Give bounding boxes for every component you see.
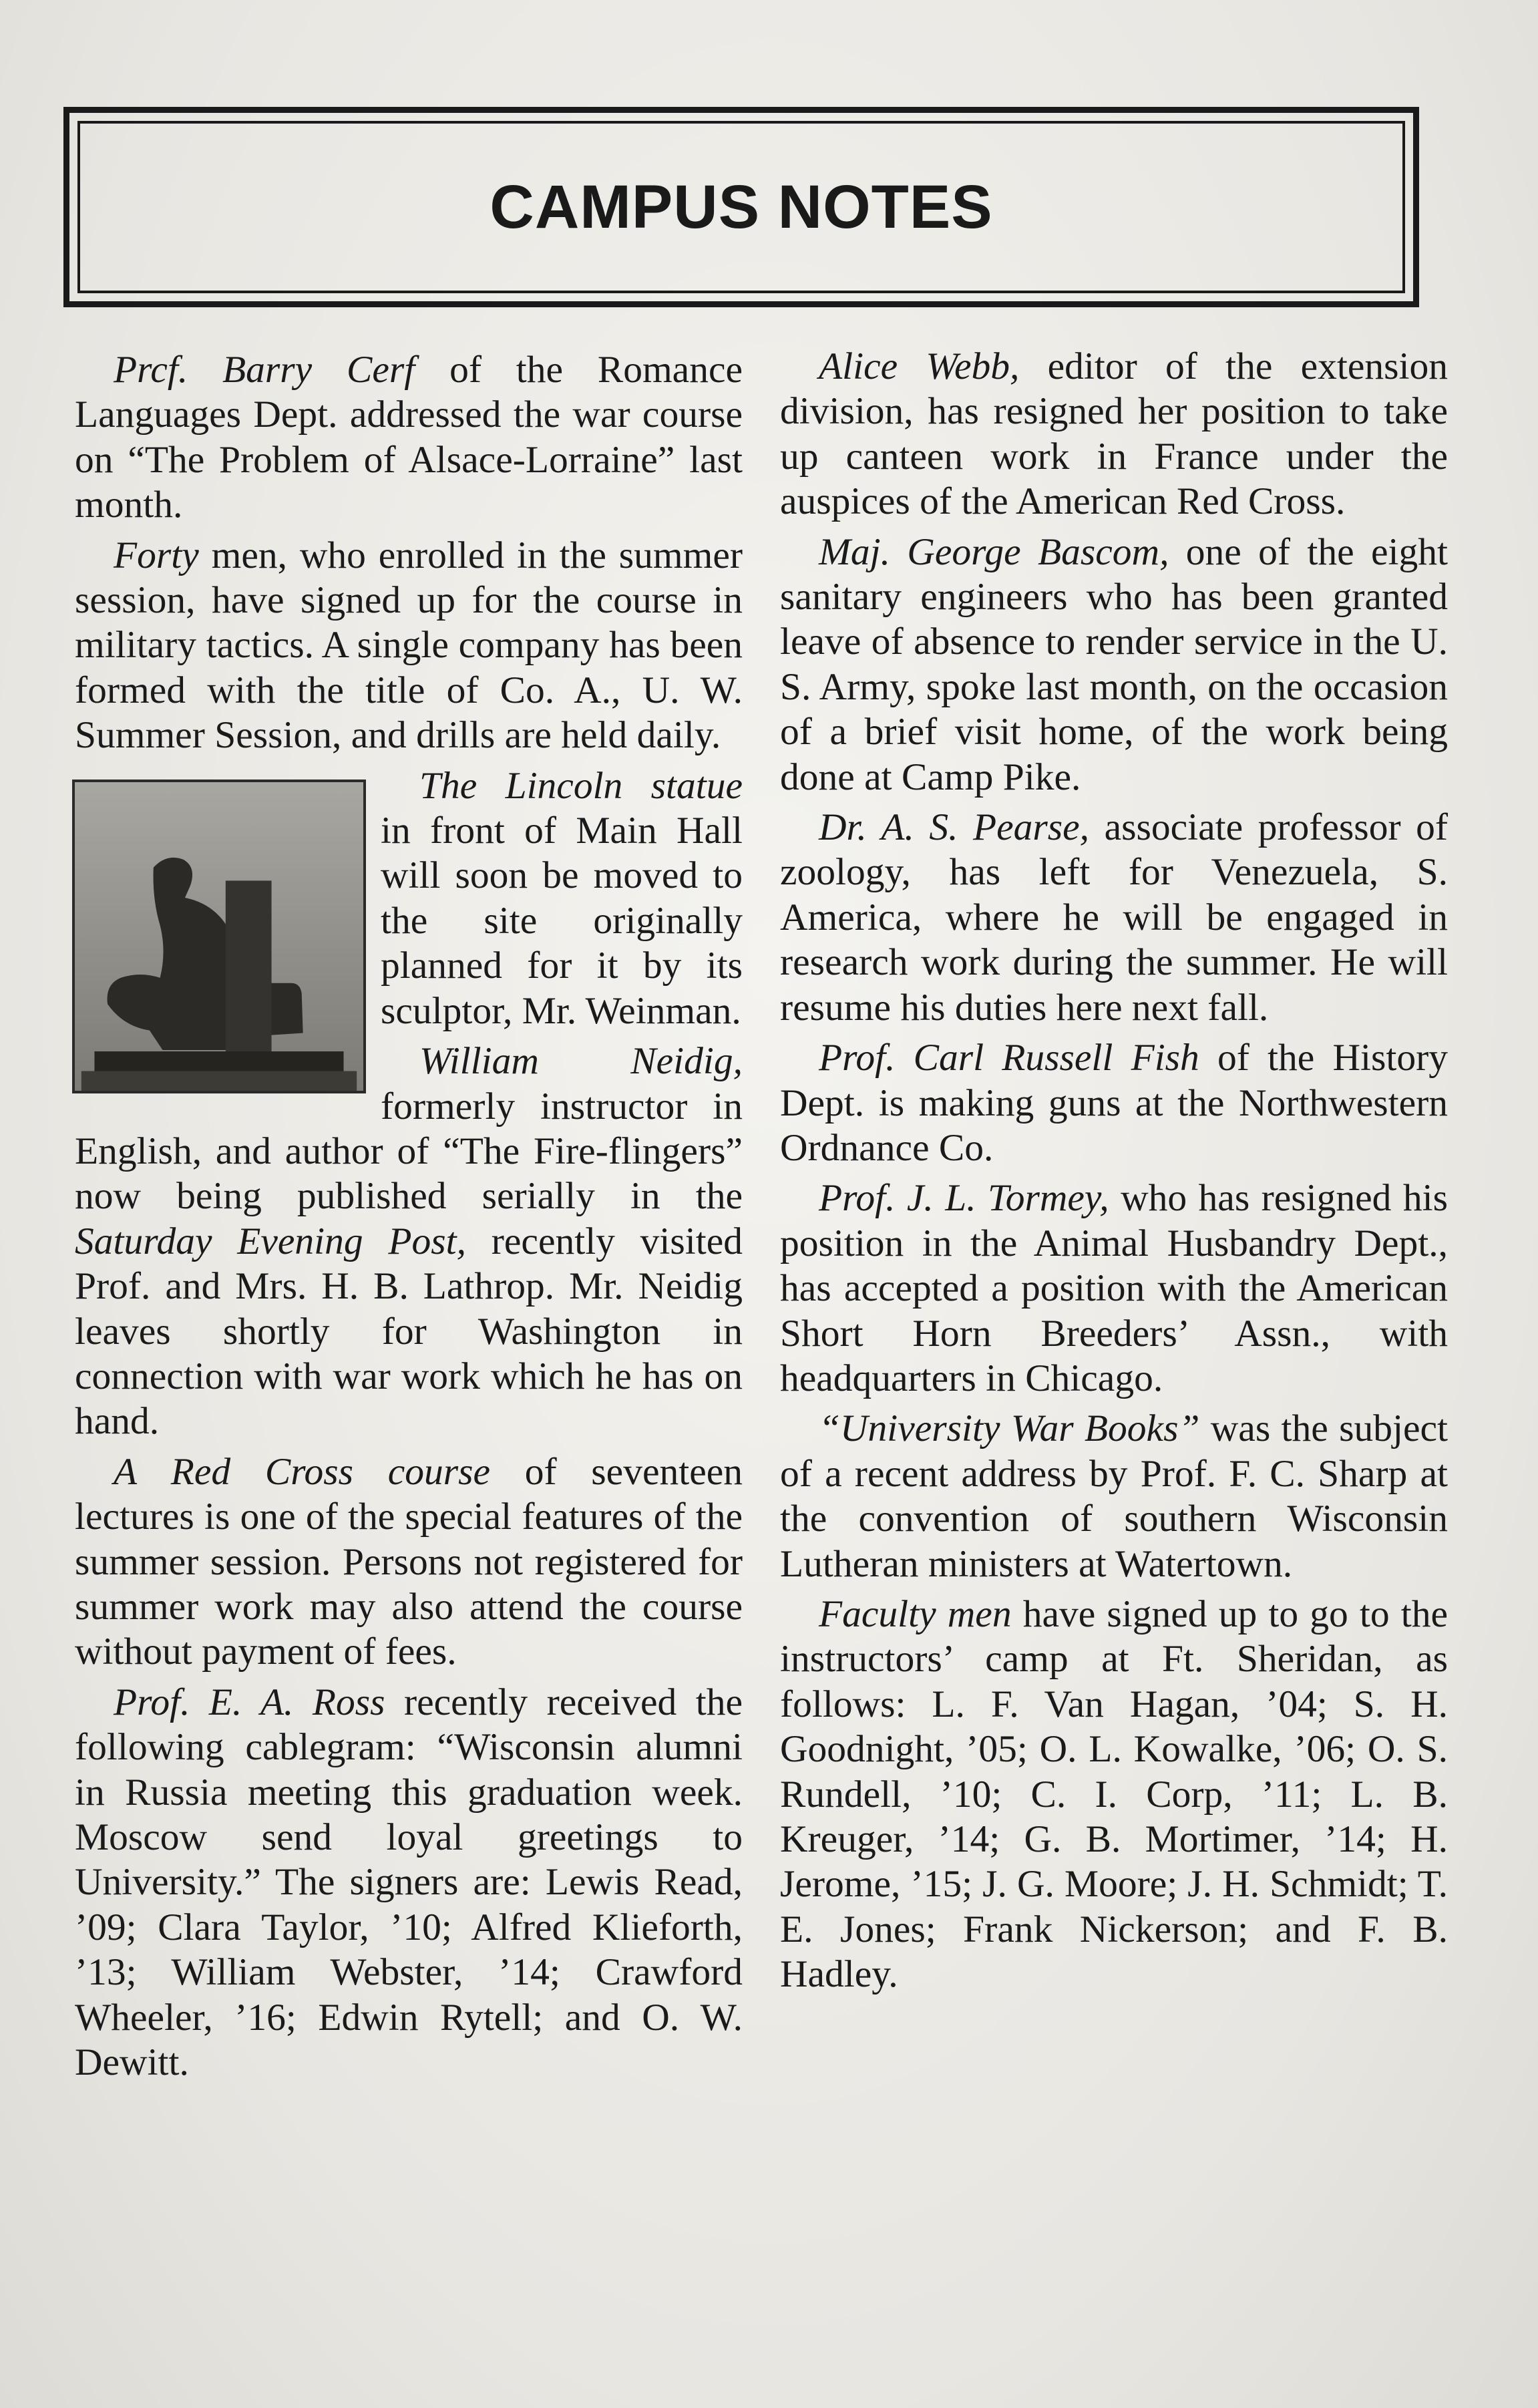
note-war-books-text: was the subject of a recent address by Prof. F. C. Sharp at the convention of southern Wisconsin Lutheran ministers at Watertown. <box>780 1407 1448 1585</box>
note-ross-text: recently received the following cablegram: “Wisconsin alumni in Russia meeting this graduation week. Moscow send loyal greetings to University.” The signers are: Lewis Read, ’09; Clara Taylor, ’10; Alfred Klieforth, ’13; William Webster, ’14; Crawford Wheeler, ’16; Edwin Rytell; and O. W. Dewitt. <box>75 1681 743 2084</box>
note-lincoln <box>75 763 743 1033</box>
left-column <box>75 347 743 2085</box>
note-bascom-name: Maj. George Bascom, <box>819 530 1169 573</box>
note-ross <box>75 1680 743 2085</box>
note-fish-name: Prof. Carl Russell Fish <box>819 1037 1199 1079</box>
note-webb-text: editor of the extension division, has resigned her position to take up canteen work in France under the auspices of the American Red Cross. <box>780 345 1448 523</box>
right-column <box>780 344 1448 1997</box>
note-fish-text: of the History Dept. is making guns at the Northwestern Ordnance Co. <box>780 1037 1448 1169</box>
note-neidig-magazine: Saturday Evening Post, <box>75 1220 466 1262</box>
note-neidig-text1: formerly instructor in English, and author of “The Fire-flingers” now being published serially in the <box>75 1085 743 1218</box>
note-pearse-text: associate professor of zoology, has left for Venezuela, S. America, where he will be engaged in research work during the summer. He will resume his duties here next fall. <box>780 806 1448 1029</box>
note-faculty-text: have signed up to go to the instructors’ camp at Ft. Sheridan, as follows: L. F. Van Hagan, ’04; S. H. Goodnight, ’05; O. L. Kowalke, ’06; O. S. Rundell, ’10; C. I. Corp, ’11; L. B. Kreuger, ’14; G. B. Mortimer, ’14; H. Jerome, ’15; J. G. Moore; J. H. Schmidt; T. E. Jones; Frank Nickerson; and F. B. Hadley. <box>780 1592 1448 1996</box>
note-pearse-name: Dr. A. S. Pearse, <box>819 806 1090 849</box>
note-tormey-text: who has resigned his position in the Animal Husbandry Dept., has accepted a position with the American Short Horn Breeders’ Assn., with headquarters in Chicago. <box>780 1177 1448 1399</box>
note-faculty <box>780 1592 1448 1997</box>
note-bascom <box>780 530 1448 800</box>
note-ross-name: Prof. E. A. Ross <box>114 1681 385 1723</box>
note-cerf <box>75 347 743 528</box>
note-forty <box>75 533 743 758</box>
note-webb-name: Alice Webb, <box>819 345 1020 387</box>
note-pearse <box>780 805 1448 1030</box>
note-red-cross <box>75 1449 743 1675</box>
note-cerf-text: of the Romance Languages Dept. addressed the war course on “The Problem of Alsace-Lorraine” last month. <box>75 349 743 526</box>
note-red-cross-text: of seventeen lectures is one of the special features of the summer session. Persons not registered for summer work may also attend the course without payment of fees. <box>75 1450 743 1673</box>
note-bascom-text: one of the eight sanitary engineers who has been granted leave of absence to render service in the U. S. Army, spoke last month, on the occasion of a brief visit home, of the work being done at Camp Pike. <box>780 530 1449 798</box>
note-neidig-text2: recently visited Prof. and Mrs. H. B. Lathrop. Mr. Neidig leaves shortly for Washington in connection with war work which he has on hand. <box>75 1220 743 1443</box>
note-war-books <box>780 1406 1448 1586</box>
title-frame-inner <box>77 121 1405 293</box>
note-war-books-name: “University War Books” <box>819 1407 1200 1450</box>
title-frame <box>63 107 1419 307</box>
note-cerf-name: Prcf. Barry Cerf <box>114 349 415 391</box>
note-neidig <box>75 1039 743 1444</box>
note-forty-text: men, who enrolled in the summer session, have signed up for the course in military tactics. A single company has been formed with the title of Co. A., U. W. Summer Session, and drills are held daily. <box>75 534 743 757</box>
note-lincoln-text: in front of Main Hall will soon be moved to the site originally planned for it by its sculptor, Mr. Weinman. <box>381 810 743 1032</box>
note-forty-lead: Forty <box>114 534 199 576</box>
note-neidig-name: William Neidig, <box>419 1040 743 1083</box>
note-fish <box>780 1035 1448 1170</box>
lincoln-statue-photo <box>72 780 366 1093</box>
note-tormey <box>780 1176 1448 1401</box>
note-tormey-name: Prof. J. L. Tormey, <box>819 1177 1109 1220</box>
note-faculty-lead: Faculty men <box>819 1592 1012 1635</box>
page-title: CAMPUS NOTES <box>490 172 993 241</box>
note-webb <box>780 344 1448 524</box>
note-red-cross-lead: A Red Cross course <box>114 1450 490 1493</box>
note-lincoln-lead: The Lincoln statue <box>419 764 743 807</box>
